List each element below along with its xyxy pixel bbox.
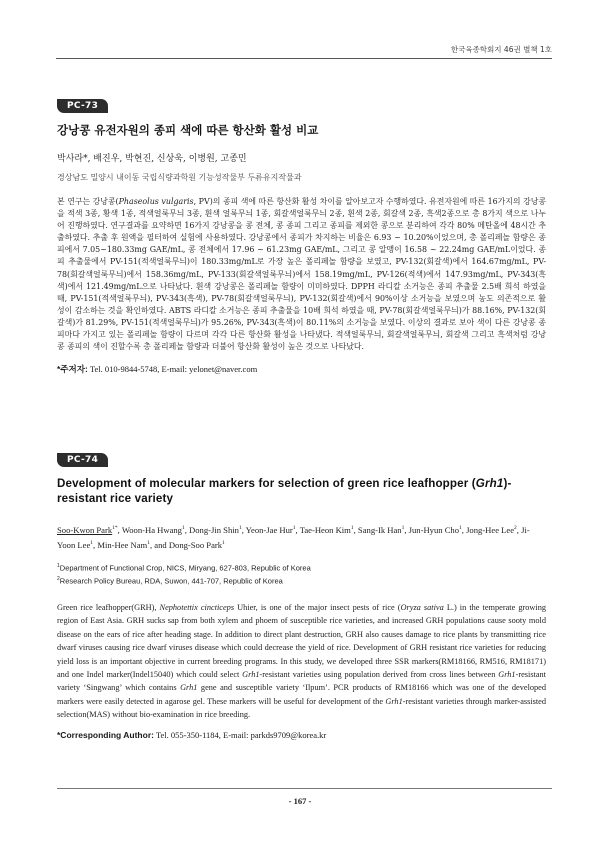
author-superscript: 1 <box>459 525 462 531</box>
author-superscript: 1 <box>147 540 150 547</box>
contact-text: Tel. 010-9844-5748, E-mail: yelonet@naver.com <box>89 364 258 375</box>
affiliation-superscript: 2 <box>57 575 60 582</box>
author-superscript: 1 <box>90 540 94 547</box>
author-name: Jong-Hee Lee <box>466 524 515 535</box>
author-name: Dong-Jin Shin <box>189 524 239 535</box>
affiliation-text: Department of Functional Crop, NICS, Miryang, 627-803, Republic of Korea <box>59 563 311 573</box>
body-text: gene and susceptible variety ‘Ilpum’. PCR products of RM18166 which was one of the developed markers were easily detected in agarose gel. These markers will be useful for development of the <box>57 683 546 706</box>
affiliation-line <box>57 574 546 587</box>
authors-text: 박사라*, 배진우, 박현진, 신상욱, 이병원, 고종민 <box>57 154 247 164</box>
page-number: - 167 - <box>288 796 312 806</box>
contact-info <box>57 730 546 740</box>
abstract-body <box>57 601 546 722</box>
affiliation-line <box>57 561 546 574</box>
author-name: Min-Hee Nam <box>97 540 148 551</box>
affiliation-superscript: 1 <box>57 562 60 569</box>
title-text: )-resistant rice variety <box>57 477 512 505</box>
body-italic: Oryza sativa <box>400 602 444 612</box>
author-list: Soo-Kwon Park$^{1*}$, Woon-Ha Hwang$^1$, Dong-Jin Shin$^1$, Yeon-Jae Hur$^1$, Tae-Heon Kim$^1$, Sang-Ik Han$^1$, Jun-Hyun Cho$^1$, Jong-Hee Lee$^2$, Ji-Yoon Lee$^1$, Min-Hee Nam$^1$, and Dong-Soo Park$^1$ <box>57 524 530 551</box>
author-list <box>57 151 546 164</box>
author-superscript: 2 <box>514 525 517 531</box>
title-italic-gene: Grh1 <box>475 477 504 490</box>
body-italic: Nephotettix cincticeps <box>159 602 235 612</box>
affiliation-list <box>57 561 546 587</box>
abstract-body <box>57 196 546 353</box>
header-divider <box>56 58 552 59</box>
author-name: Sang-Ik Han <box>357 524 402 535</box>
author-name: Jun-Hyun Cho <box>408 524 460 535</box>
body-text: L.) in the temperate growing region of East Asia. GRH sucks sap from both xylem and phoem of susceptible rice varieties, and increased GRH populations cause sooty mold disease on the ears of rice after heading stage. In addition to direct plant destruction, GRH also causes damage to rice plants by transmitting rice dwarf viruses causing rice dwarf viruses disease which could decrease the yield of rice. Development of GRH resistant rice varieties for reducing yield loss is an important objective in current breeding programs. In this study, we developed three SSR markers(RM18166, RM516, RM18171) and one Indel marker(Indel15040) which could select <box>57 602 546 679</box>
body-text: -resistant variety ‘Singwang’ which contains <box>57 669 546 693</box>
author-superscript: 1 <box>401 525 405 531</box>
last-author: Dong-Soo Park <box>168 540 223 551</box>
abstract-code-badge: PC-74 <box>57 453 108 467</box>
body-text: Uhier, is one of the major insect pests of rice ( <box>234 602 401 612</box>
body-text: Green rice leafhopper(GRH), <box>57 602 160 612</box>
body-text: 본 연구는 강낭콩( <box>57 197 119 206</box>
author-name: Yeon-Jae Hur <box>245 524 293 535</box>
abstract-title <box>57 476 546 506</box>
abstract-pc73 <box>57 93 546 375</box>
footer-divider <box>57 788 552 789</box>
abstract-title: 강낭콩 유전자원의 종피 색에 따른 항산화 활성 비교 <box>57 123 319 137</box>
author-superscript: 1 <box>222 540 225 547</box>
body-text: -resistant varieties through marker-assisted selection(MAS) without bio-examination in rice breeding. <box>57 696 546 720</box>
author-superscript: 1 <box>238 525 242 531</box>
contact-info <box>57 363 546 375</box>
body-italic: Grh1 <box>498 669 516 679</box>
body-italic-species: Phaseolus vulgaris <box>118 197 194 206</box>
contact-text: Tel. 055-350-1184, E-mail: parkds9709@korea.kr <box>155 729 327 740</box>
affiliation-text: Research Policy Bureau, RDA, Suwon, 441-707, Republic of Korea <box>59 576 283 586</box>
abstract-pc74 <box>57 447 546 740</box>
body-text: , PV)의 종피 색에 따른 항산화 활성 차이를 알아보고자 수행하였다. 유전자원에 따른 16가지의 강낭콩을 적색 3종, 황색 1종, 적색얼룩무늬 3종, 흰색 얼룩무늬 1종, 회갈색얼룩무늬 2종, 흰색 2종, 회갈색 2종, 흑색2종으로 총 8가지 색으로 나누어 진행하였다. 연구결과를 요약하면 16가지 강낭콩을 콩 전체, 콩 종피 그리고 종피를 제외한 콩으로 분리하여 각각 80% 메탄올에 48시간 추출하였다. 추출 후 원액을 필터하여 실험에 사용하였다. 강낭콩에서 종피가 차지하는 비율은 6.93 ~ 10.20%이었으며, 총 폴리페놀 함량은 종피에서 7.05~180.33mg GAE/mL, 콩 전체에서 17.96 ~ 61.23mg GAE/mL, 그리고 콩 알맹이 16.58 ~ 22.24mg GAE/mL이었다. 종피 추출물에서 PV-151(적색얼룩무늬)이 180.33mg/mL로 가장 높은 폴리페놀 함량을 보였고, PV-132(회갈색)에서 164.67mg/mL, PV-78(회갈색얼룩무늬)에서 158.36mg/mL, PV-133(회갈색얼룩무늬)에서 158.19mg/mL, PV-126(적색)에서 147.93mg/mL, PV-343(흑색)에서 121.49mg/mL으로 나타났다. 흰색 강낭콩은 폴리페놀 함량이 미미하였다. DPPH 라디칼 소거능은 종피 추출물 2.5배 희석 하였을 때, PV-151(적색얼룩무늬), PV-343(흑색), PV-78(회갈색얼룩무늬), PV-132(회갈색)에서 90%이상 소거능을 보였으며 농도 의존적으로 활성이 감소하는 것을 확인하였다. ABTS 라디칼 소거능은 종피 추출물을 10배 희석 하였을 때, PV-78(회갈색얼룩무늬)가 88.16%, PV-132(회갈색)가 81.29%, PV-151(적색얼룩무늬)가 95.26%, PV-343(흑색)이 80.11%의 소거능을 보였다. 이상의 결과로 보아 색이 다른 강낭콩 종피마다 가지고 있는 폴리페놀 함량이 다르며 각각 다른 항산화 활성을 나타냈다. 적색얼룩무늬, 회갈색얼룩무늬, 회갈색 그리고 흑색처럼 강낭콩 종피의 색이 진할수록 총 폴리페놀 함량과 더불어 항산화 활성이 높은 것으로 나타났다. <box>57 197 546 352</box>
title-text: Development of molecular markers for selection of green rice leafhopper ( <box>57 477 476 490</box>
author-superscript: 1 <box>181 525 185 531</box>
journal-header: 한국육종학회지 46권 별책 1호 <box>450 45 552 54</box>
body-italic: Grh1 <box>180 683 198 693</box>
body-italic: Grh1 <box>242 669 260 679</box>
affiliation: 경상남도 밀양시 내이동 국립식량과학원 기능성작물부 두류유지작물과 <box>57 173 302 182</box>
abstract-code-badge: PC-73 <box>57 99 108 113</box>
contact-label: *주저자: <box>57 364 88 375</box>
contact-label: *Corresponding Author: <box>57 729 154 740</box>
author-superscript: 1 <box>292 525 296 531</box>
author-superscript: 1 <box>350 525 354 531</box>
body-text: -resistant varieties using population derived from cross lines between <box>259 669 499 679</box>
first-author: Soo-Kwon Park <box>57 524 113 535</box>
author-name: Tae-Heon Kim <box>299 524 351 535</box>
author-name: Woon-Ha Hwang <box>121 524 182 535</box>
body-italic: Grh1 <box>385 696 403 706</box>
author-superscript: 1* <box>112 525 118 531</box>
author-name: Ji-Yoon Lee <box>57 524 530 551</box>
